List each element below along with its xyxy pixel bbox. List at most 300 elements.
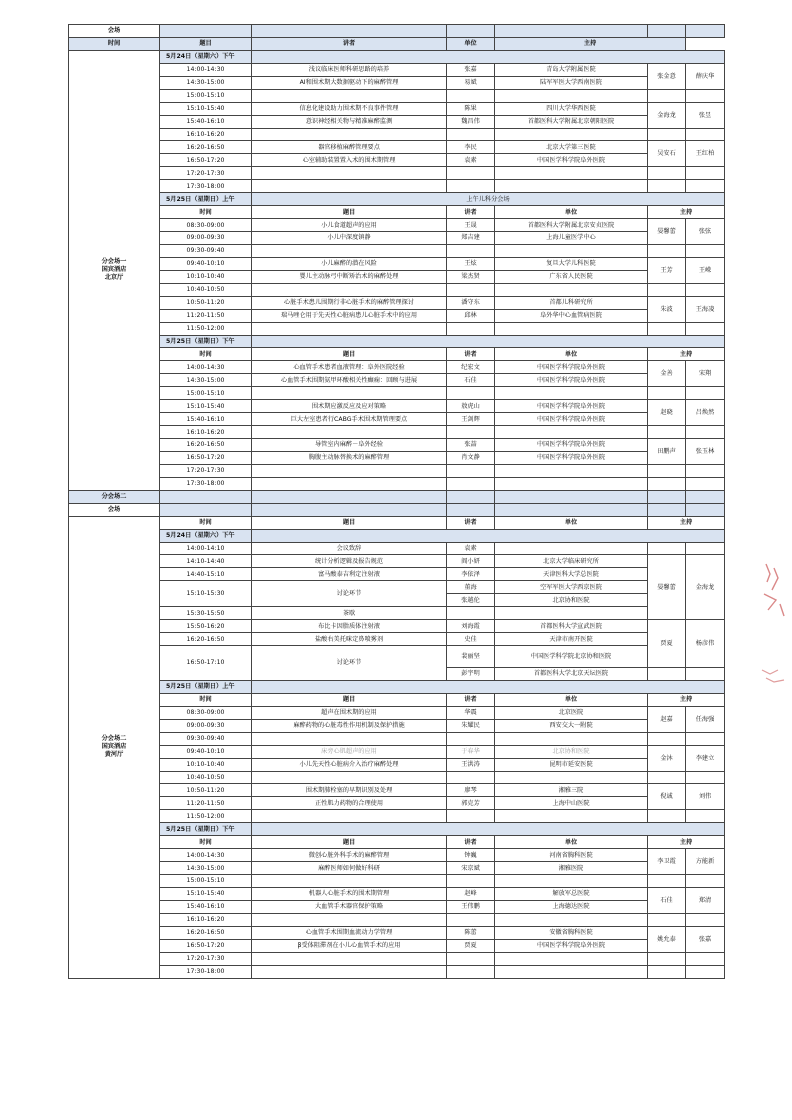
speaker-cell: 李依泽 xyxy=(447,568,495,581)
table-row xyxy=(69,128,725,141)
time-cell: 09:00-09:30 xyxy=(160,719,252,732)
time-cell: 15:10-15:30 xyxy=(160,581,252,607)
speaker-cell: 朱耀民 xyxy=(447,719,495,732)
moderator-name: 张嘉 xyxy=(686,926,725,952)
venue-cell xyxy=(69,50,160,490)
unit-cell xyxy=(495,387,648,400)
table-row xyxy=(69,76,725,89)
table-row xyxy=(69,926,725,939)
time-cell: 14:00-14:10 xyxy=(160,542,252,555)
unit-cell: 湘雅医院 xyxy=(495,862,648,875)
table-row xyxy=(69,63,725,76)
topic-cell: 床旁心肌超声的应用 xyxy=(252,745,447,758)
col-speaker-header: 讲者 xyxy=(447,348,495,361)
unit-cell: 中国医学科学院阜外医院 xyxy=(495,451,648,464)
empty-host-cell xyxy=(648,322,686,335)
speaker-cell: 于春华 xyxy=(447,745,495,758)
time-cell: 16:50-17:10 xyxy=(160,646,252,681)
empty-host-cell xyxy=(648,244,686,257)
col-host-header: 主持 xyxy=(495,37,686,50)
topic-cell: 巨大左室患者行CABG手术围术期管理要点 xyxy=(252,413,447,426)
empty-host-cell xyxy=(686,732,725,745)
col-unit-header: 单位 xyxy=(495,516,648,529)
speaker-cell xyxy=(447,477,495,490)
table-row xyxy=(69,309,725,322)
empty-host-cell xyxy=(648,810,686,823)
session-title-shade xyxy=(252,50,725,63)
venue-header-label: 会场 xyxy=(69,503,160,516)
time-cell: 14:00-14:30 xyxy=(160,63,252,76)
topic-cell: 富马酸泰吉利定注射液 xyxy=(252,568,447,581)
table-row xyxy=(69,413,725,426)
empty-host-cell xyxy=(686,283,725,296)
table-row xyxy=(69,555,725,568)
header-shade-cell xyxy=(252,503,447,516)
col-topic-header: 题目 xyxy=(252,836,447,849)
topic-cell xyxy=(252,965,447,978)
speaker-cell xyxy=(447,426,495,439)
speaker-cell: 廖琴 xyxy=(447,784,495,797)
session-title: 5月25日（星期日）下午 xyxy=(160,335,252,348)
topic-cell xyxy=(252,167,447,180)
topic-cell: 心血管手术围期氨甲环酸相关性癫痫：回顾与进展 xyxy=(252,374,447,387)
speaker-cell xyxy=(447,128,495,141)
time-cell: 09:40-10:10 xyxy=(160,257,252,270)
moderator-name: 张金意 xyxy=(648,63,686,89)
speaker-cell: 张越伦 xyxy=(447,594,495,607)
col-topic-header: 题目 xyxy=(252,348,447,361)
table-row xyxy=(69,810,725,823)
session-title: 5月24日（星期六）下午 xyxy=(160,529,252,542)
speaker-cell xyxy=(447,732,495,745)
empty-host-cell xyxy=(648,952,686,965)
topic-cell: 婴儿主动脉弓中断矫治术的麻醉处理 xyxy=(252,270,447,283)
moderator-name: 张弦 xyxy=(686,219,725,245)
topic-cell: β受体阻滞剂在小儿心血管手术的应用 xyxy=(252,939,447,952)
red-stamp-mark xyxy=(758,640,788,700)
time-cell: 08:30-09:00 xyxy=(160,219,252,232)
red-stamp-mark xyxy=(758,560,788,620)
column-header-row xyxy=(69,206,725,219)
unit-cell: 上海儿童医学中心 xyxy=(495,232,648,245)
time-cell: 16:50-17:20 xyxy=(160,451,252,464)
header-shade-cell xyxy=(447,503,495,516)
session-title-row xyxy=(69,335,725,348)
time-cell: 15:10-15:40 xyxy=(160,887,252,900)
speaker-cell: 王晟 xyxy=(447,219,495,232)
unit-cell xyxy=(495,771,648,784)
empty-host-cell xyxy=(648,771,686,784)
topic-cell: 正性肌力药物的合理使用 xyxy=(252,797,447,810)
unit-cell: 复旦大学儿科医院 xyxy=(495,257,648,270)
header-shade-cell xyxy=(495,25,648,38)
moderator-name: 王海凌 xyxy=(686,296,725,322)
unit-cell: 上海中山医院 xyxy=(495,797,648,810)
column-header-row xyxy=(69,37,725,50)
col-unit-header: 单位 xyxy=(495,693,648,706)
time-cell: 14:30-15:00 xyxy=(160,862,252,875)
time-cell: 10:50-11:20 xyxy=(160,296,252,309)
moderator-name: 吴安石 xyxy=(648,141,686,167)
topic-cell xyxy=(252,322,447,335)
time-cell: 14:10-14:40 xyxy=(160,555,252,568)
col-time-header: 时间 xyxy=(160,516,252,529)
time-cell: 10:50-11:20 xyxy=(160,784,252,797)
empty-host-cell xyxy=(686,965,725,978)
header-shade-cell xyxy=(160,503,252,516)
topic-cell xyxy=(252,128,447,141)
unit-cell: 首都医科大学附属北京朝阳医院 xyxy=(495,115,648,128)
table-row xyxy=(69,477,725,490)
table-row xyxy=(69,361,725,374)
time-cell: 16:10-16:20 xyxy=(160,426,252,439)
moderator-name: 田鹏声 xyxy=(648,439,686,465)
time-cell: 14:00-14:30 xyxy=(160,361,252,374)
time-cell: 16:10-16:20 xyxy=(160,128,252,141)
speaker-cell xyxy=(447,387,495,400)
topic-cell: 浅议临床医师科研思路的培养 xyxy=(252,63,447,76)
time-cell: 11:20-11:50 xyxy=(160,797,252,810)
unit-cell: 西安交大一附院 xyxy=(495,719,648,732)
speaker-cell: 阎小妍 xyxy=(447,555,495,568)
topic-cell: 小儿中深度镇静 xyxy=(252,232,447,245)
unit-cell xyxy=(495,875,648,888)
table-row xyxy=(69,115,725,128)
unit-cell xyxy=(495,180,648,193)
speaker-cell xyxy=(447,875,495,888)
table-row xyxy=(69,939,725,952)
unit-cell: 安徽省胸科医院 xyxy=(495,926,648,939)
time-cell: 16:20-16:50 xyxy=(160,926,252,939)
speaker-cell: 王炫 xyxy=(447,257,495,270)
hall2-header-label: 分会场二 xyxy=(69,490,160,503)
moderator-name: 方能新 xyxy=(686,849,725,875)
empty-host-cell xyxy=(648,128,686,141)
topic-cell: 心血管手术患者血液管理：阜外医院经验 xyxy=(252,361,447,374)
speaker-cell: 王伟鹏 xyxy=(447,900,495,913)
time-cell: 17:20-17:30 xyxy=(160,167,252,180)
topic-cell xyxy=(252,387,447,400)
session-title: 5月25日（星期日）上午 xyxy=(160,680,252,693)
speaker-cell: 彭宇明 xyxy=(447,668,495,681)
unit-cell xyxy=(495,913,648,926)
moderator-name: 郑清 xyxy=(686,887,725,913)
session-title-row xyxy=(69,823,725,836)
topic-cell: 器官移植麻醉管理要点 xyxy=(252,141,447,154)
unit-cell: 天津医科大学总医院 xyxy=(495,568,648,581)
col-unit-header: 单位 xyxy=(495,348,648,361)
speaker-cell xyxy=(447,913,495,926)
topic-cell xyxy=(252,732,447,745)
time-cell: 16:50-17:20 xyxy=(160,939,252,952)
topic-cell: 讨论环节 xyxy=(252,581,447,607)
session-title-row xyxy=(69,680,725,693)
topic-cell: 胸腹主动脉替换术的麻醉管理 xyxy=(252,451,447,464)
col-unit-header: 单位 xyxy=(495,836,648,849)
session-title-shade xyxy=(252,823,725,836)
session-title: 5月25日（星期日）下午 xyxy=(160,823,252,836)
venue-header-row xyxy=(69,503,725,516)
moderator-name: 张玉林 xyxy=(686,439,725,465)
table-row xyxy=(69,784,725,797)
column-header-row xyxy=(69,348,725,361)
moderator-name: 李建立 xyxy=(686,745,725,771)
topic-cell: 机器人心脏手术的围术期管理 xyxy=(252,887,447,900)
table-row xyxy=(69,965,725,978)
speaker-cell: 陈蕾 xyxy=(447,926,495,939)
col-unit-header: 单位 xyxy=(495,206,648,219)
time-cell: 15:10-15:40 xyxy=(160,400,252,413)
empty-host-cell xyxy=(648,89,686,102)
empty-host-cell xyxy=(686,668,725,681)
moderator-name: 石佳 xyxy=(648,887,686,913)
empty-host-cell xyxy=(648,167,686,180)
table-row xyxy=(69,732,725,745)
moderator-name: 金海龙 xyxy=(648,102,686,128)
table-row xyxy=(69,296,725,309)
venue-header-label: 会场 xyxy=(69,25,160,38)
unit-cell xyxy=(495,607,648,620)
topic-cell: 会议致辞 xyxy=(252,542,447,555)
time-cell: 17:20-17:30 xyxy=(160,464,252,477)
empty-host-cell xyxy=(648,477,686,490)
col-speaker-header: 讲者 xyxy=(447,516,495,529)
time-cell: 15:10-15:40 xyxy=(160,102,252,115)
speaker-cell: 董海 xyxy=(447,581,495,594)
topic-cell xyxy=(252,810,447,823)
empty-host-cell xyxy=(648,913,686,926)
moderator-name: 王芳 xyxy=(648,257,686,283)
time-cell: 14:40-15:10 xyxy=(160,568,252,581)
speaker-cell: 梁杰贤 xyxy=(447,270,495,283)
col-host-header: 主持 xyxy=(648,836,725,849)
table-row xyxy=(69,745,725,758)
unit-cell xyxy=(495,89,648,102)
col-host-header: 主持 xyxy=(648,693,725,706)
time-cell: 10:40-10:50 xyxy=(160,283,252,296)
table-row xyxy=(69,270,725,283)
speaker-cell xyxy=(447,167,495,180)
topic-cell xyxy=(252,244,447,257)
session-title-shade xyxy=(252,335,725,348)
speaker-cell xyxy=(447,965,495,978)
time-cell: 17:30-18:00 xyxy=(160,477,252,490)
moderator-name: 贾夏 xyxy=(648,620,686,668)
unit-cell xyxy=(495,426,648,439)
unit-cell xyxy=(495,965,648,978)
unit-cell: 阜外华中心血管病医院 xyxy=(495,309,648,322)
table-row xyxy=(69,257,725,270)
topic-cell: 超声在围术期的应用 xyxy=(252,706,447,719)
time-cell: 15:00-15:10 xyxy=(160,89,252,102)
table-row xyxy=(69,771,725,784)
unit-cell: 首都儿科研究所 xyxy=(495,296,648,309)
speaker-cell xyxy=(447,89,495,102)
speaker-cell xyxy=(447,952,495,965)
moderator-name: 任海强 xyxy=(686,706,725,732)
moderator-name: 朱波 xyxy=(648,296,686,322)
time-cell: 16:20-16:50 xyxy=(160,439,252,452)
empty-host-cell xyxy=(686,771,725,784)
empty-host-cell xyxy=(648,387,686,400)
time-cell: 11:50-12:00 xyxy=(160,810,252,823)
empty-host-cell xyxy=(686,387,725,400)
speaker-cell: 赵峰 xyxy=(447,887,495,900)
unit-cell: 中国医学科学院阜外医院 xyxy=(495,400,648,413)
speaker-cell xyxy=(447,244,495,257)
time-cell: 16:20-16:50 xyxy=(160,141,252,154)
unit-cell: 北京协和医院 xyxy=(495,745,648,758)
topic-cell: 统计分析逻辑及报告规范 xyxy=(252,555,447,568)
table-row xyxy=(69,180,725,193)
time-cell: 09:00-09:30 xyxy=(160,232,252,245)
header-shade-cell xyxy=(252,490,447,503)
col-unit-header: 单位 xyxy=(447,37,495,50)
table-row xyxy=(69,913,725,926)
time-cell: 16:20-16:50 xyxy=(160,633,252,646)
speaker-cell xyxy=(447,464,495,477)
moderator-name: 杨彦伟 xyxy=(686,620,725,668)
unit-cell: 北京大学第三医院 xyxy=(495,141,648,154)
speaker-cell xyxy=(447,607,495,620)
time-cell: 10:40-10:50 xyxy=(160,771,252,784)
col-topic-header: 题目 xyxy=(252,206,447,219)
speaker-cell: 李民 xyxy=(447,141,495,154)
time-cell: 15:40-16:10 xyxy=(160,115,252,128)
col-speaker-header: 讲者 xyxy=(447,693,495,706)
speaker-cell: 宋京斌 xyxy=(447,862,495,875)
speaker-cell xyxy=(447,771,495,784)
header-shade-cell xyxy=(686,25,725,38)
col-speaker-header: 讲者 xyxy=(252,37,447,50)
moderator-name: 姚允泰 xyxy=(648,926,686,952)
topic-cell: 围术期应激反应及应对策略 xyxy=(252,400,447,413)
moderator-name: 晏馨蕾 xyxy=(648,219,686,245)
header-shade-cell xyxy=(447,25,495,38)
moderator-name: 倪诚 xyxy=(648,784,686,810)
time-cell: 11:50-12:00 xyxy=(160,322,252,335)
col-time-header: 时间 xyxy=(160,348,252,361)
empty-host-cell xyxy=(648,542,686,555)
table-row xyxy=(69,862,725,875)
table-row xyxy=(69,887,725,900)
unit-cell: 中国医学科学院阜外医院 xyxy=(495,439,648,452)
moderator-name: 金善 xyxy=(648,361,686,387)
header-shade-cell xyxy=(160,490,252,503)
session-title: 5月24日（星期六）下午 xyxy=(160,50,252,63)
speaker-cell: 钟巍 xyxy=(447,849,495,862)
unit-cell: 中国医学科学院阜外医院 xyxy=(495,361,648,374)
unit-cell: 湘雅三院 xyxy=(495,784,648,797)
header-shade-cell xyxy=(648,25,686,38)
venue-line: 分会场二 xyxy=(101,735,127,743)
time-cell: 15:40-16:10 xyxy=(160,413,252,426)
moderator-name: 李卫霞 xyxy=(648,849,686,875)
unit-cell: 中国医学科学院阜外医院 xyxy=(495,939,648,952)
time-cell: 15:30-15:50 xyxy=(160,607,252,620)
time-cell: 10:10-10:40 xyxy=(160,270,252,283)
unit-cell xyxy=(495,732,648,745)
unit-cell: 首都医科大学北京天坛医院 xyxy=(495,668,648,681)
topic-cell: 微创心脏外科手术的麻醉管理 xyxy=(252,849,447,862)
empty-host-cell xyxy=(648,180,686,193)
column-header-row xyxy=(69,516,725,529)
speaker-cell: 刘海霞 xyxy=(447,620,495,633)
topic-cell xyxy=(252,180,447,193)
time-cell: 08:30-09:00 xyxy=(160,706,252,719)
unit-cell xyxy=(495,477,648,490)
session-title-shade xyxy=(252,680,725,693)
topic-cell: 大血管手术器官保护策略 xyxy=(252,900,447,913)
table-row xyxy=(69,607,725,620)
header-shade-cell xyxy=(648,503,686,516)
table-row xyxy=(69,646,725,668)
empty-host-cell xyxy=(686,128,725,141)
unit-cell xyxy=(495,244,648,257)
empty-host-cell xyxy=(686,180,725,193)
unit-cell xyxy=(495,464,648,477)
topic-cell: 小儿麻醉的潜在风险 xyxy=(252,257,447,270)
empty-host-cell xyxy=(648,732,686,745)
session-title-row xyxy=(69,50,725,63)
topic-cell xyxy=(252,426,447,439)
moderator-name: 金海龙 xyxy=(686,555,725,620)
speaker-cell xyxy=(447,180,495,193)
time-cell: 09:30-09:40 xyxy=(160,732,252,745)
table-row xyxy=(69,542,725,555)
speaker-cell xyxy=(447,283,495,296)
table-row xyxy=(69,232,725,245)
venue-line: 国宾酒店 xyxy=(101,266,127,274)
empty-host-cell xyxy=(648,426,686,439)
speaker-cell: 张喆 xyxy=(447,439,495,452)
topic-cell xyxy=(252,913,447,926)
topic-cell: 心脏手术患儿围期行非心脏手术的麻醉管理探讨 xyxy=(252,296,447,309)
col-host-header: 主持 xyxy=(648,348,725,361)
unit-cell: 陆军军医大学西南医院 xyxy=(495,76,648,89)
speaker-cell: 敖虎山 xyxy=(447,400,495,413)
session-title-shade xyxy=(252,529,725,542)
table-row xyxy=(69,849,725,862)
col-speaker-header: 讲者 xyxy=(447,836,495,849)
empty-host-cell xyxy=(686,952,725,965)
venue-line: 国宾酒店 xyxy=(101,743,127,751)
time-cell: 16:10-16:20 xyxy=(160,913,252,926)
table-row xyxy=(69,244,725,257)
header-shade-cell xyxy=(447,490,495,503)
unit-cell: 中国医学科学院北京协和医院 xyxy=(495,646,648,668)
table-row xyxy=(69,581,725,594)
empty-host-cell xyxy=(686,167,725,180)
speaker-cell: 肖文静 xyxy=(447,451,495,464)
hall-header-row xyxy=(69,490,725,503)
speaker-cell: 王剑辉 xyxy=(447,413,495,426)
unit-cell: 空军军医大学西京医院 xyxy=(495,581,648,594)
time-cell: 14:30-15:00 xyxy=(160,76,252,89)
table-row xyxy=(69,167,725,180)
col-speaker-header: 讲者 xyxy=(447,206,495,219)
unit-cell: 首都医科大学附属北京安贞医院 xyxy=(495,219,648,232)
topic-cell: 茶歇 xyxy=(252,607,447,620)
speaker-cell: 陈果 xyxy=(447,102,495,115)
unit-cell: 北京协和医院 xyxy=(495,594,648,607)
table-row xyxy=(69,758,725,771)
speaker-cell: 张嘉 xyxy=(447,63,495,76)
unit-cell: 北京大学临床研究所 xyxy=(495,555,648,568)
time-cell: 11:20-11:50 xyxy=(160,309,252,322)
unit-cell: 天津市南开医院 xyxy=(495,633,648,646)
time-cell: 15:00-15:10 xyxy=(160,387,252,400)
